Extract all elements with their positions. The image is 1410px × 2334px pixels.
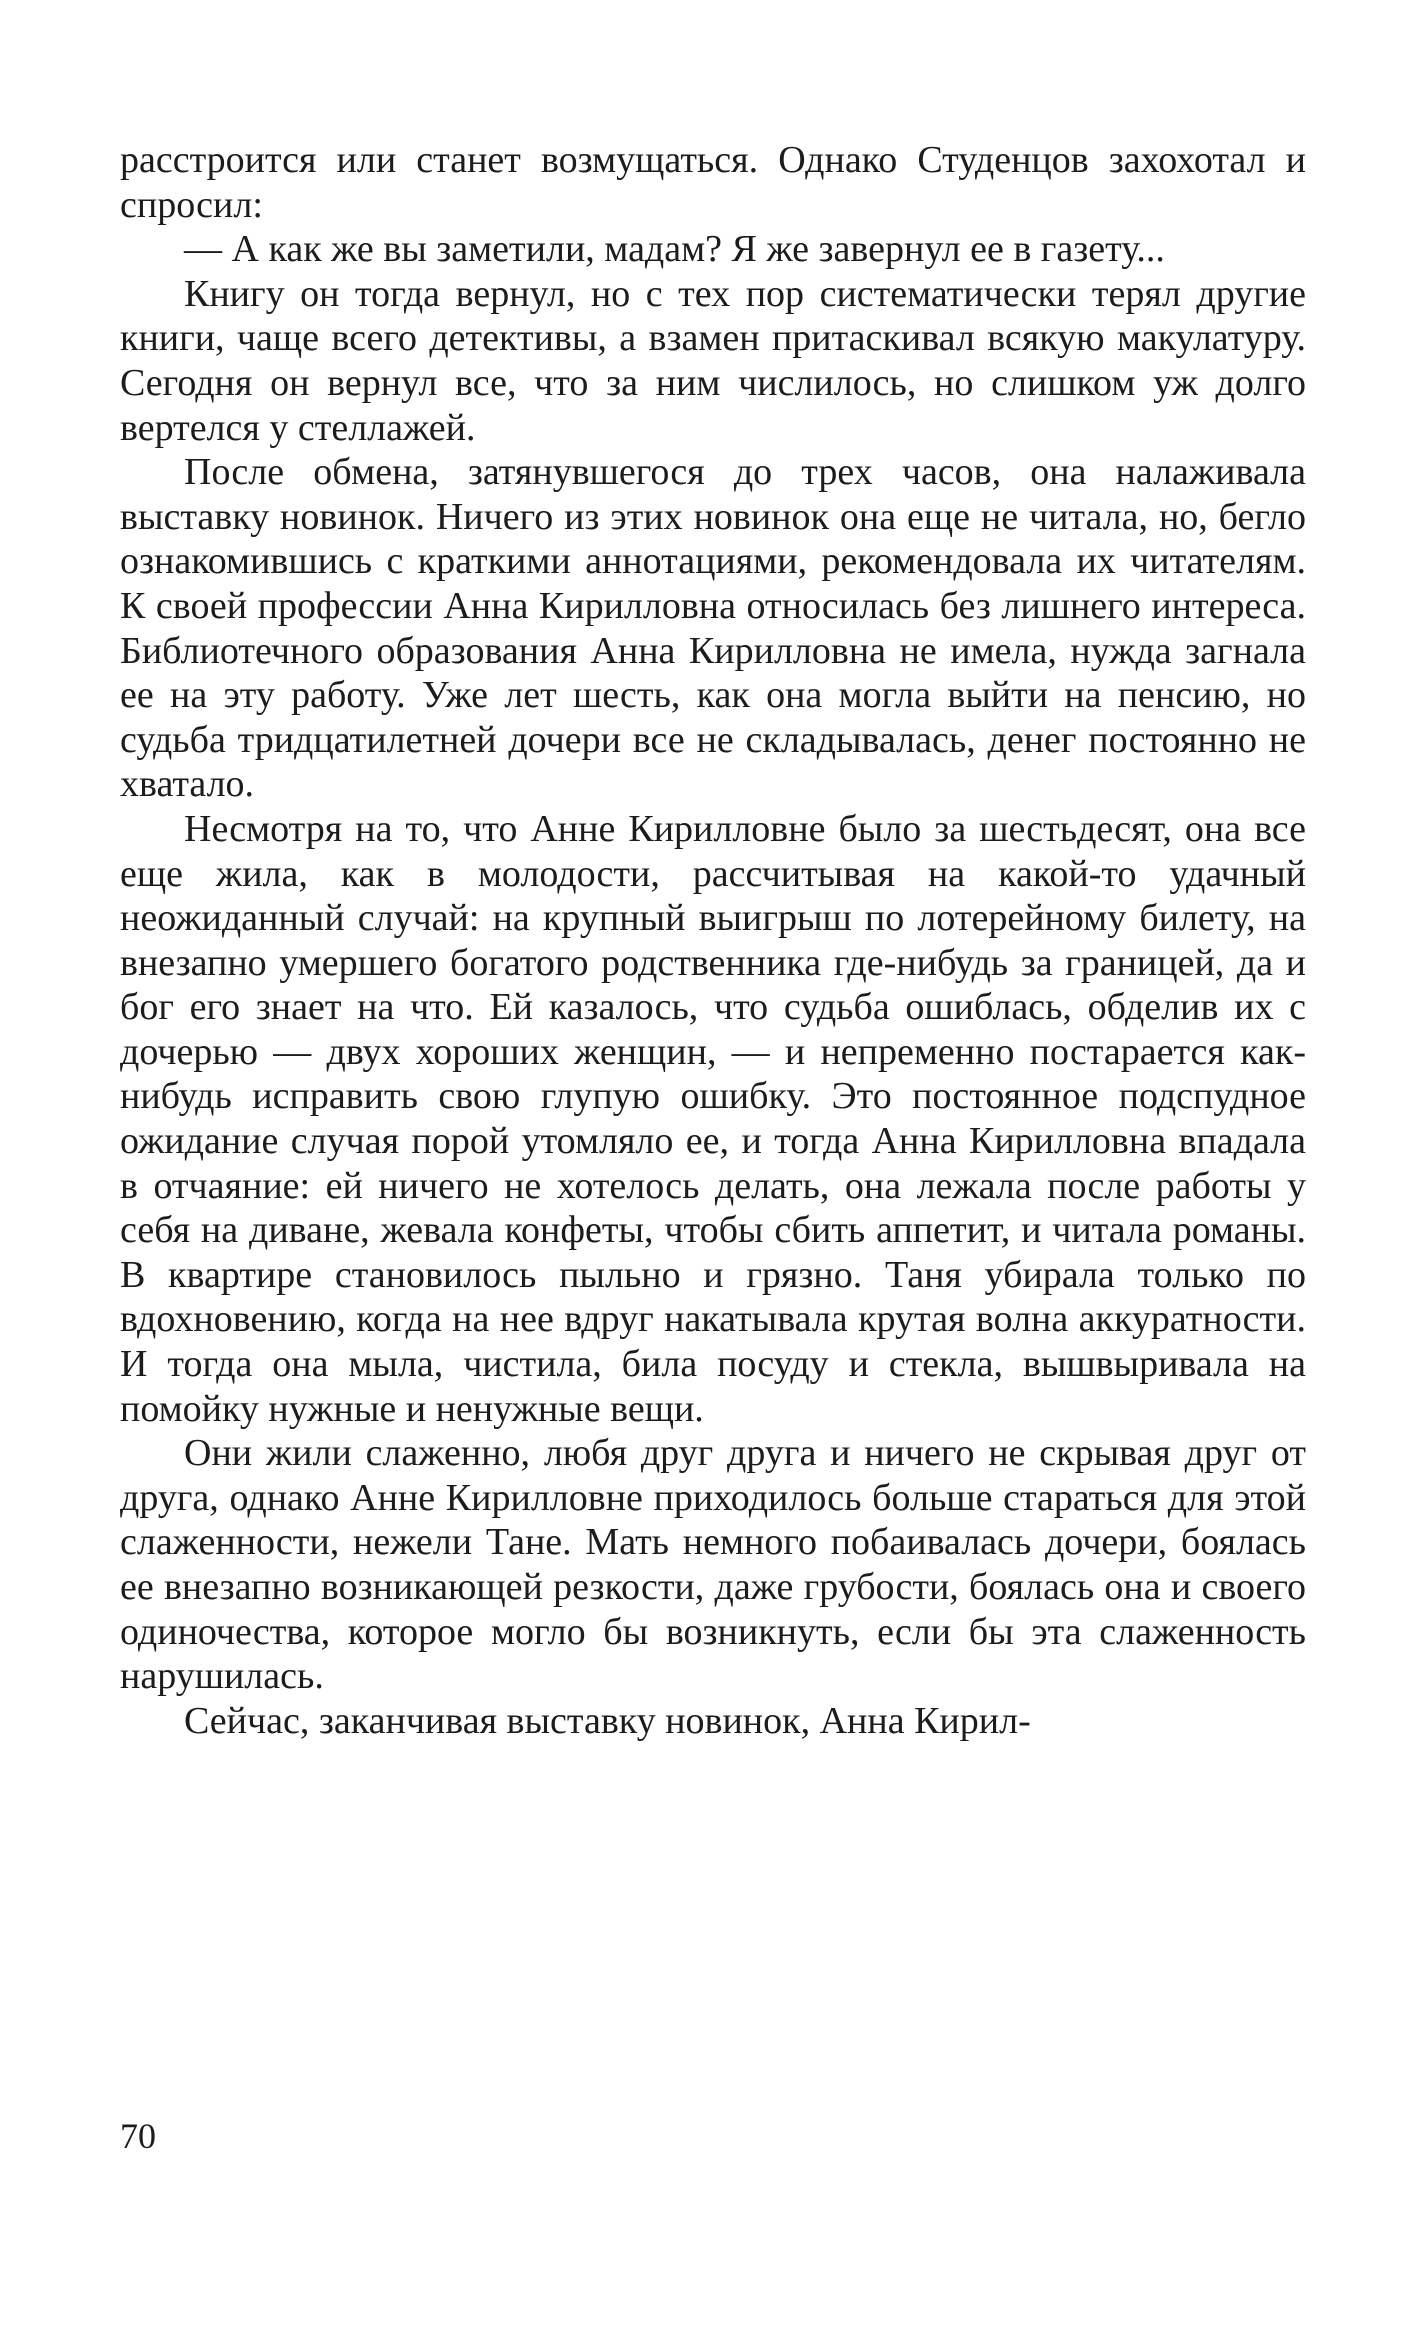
paragraph: Сейчас, заканчивая выставку новинок, Анна Кирил- — [184, 1699, 1031, 1742]
body-text — [120, 138, 1306, 1743]
paragraph: Они жили слаженно, любя друг друга и ничего не скрывая друг от друга, однако Анне Кирилловне приходилось больше стараться для этой слаженности, нежели Тане. Мать немного побаивалась дочери, боялась ее внезапно возникающей резкости, даже грубости, боялась она и своего одиночества, которое могло бы возникнуть, если бы эта слаженность нарушилась. — [120, 1432, 1306, 1698]
paragraph: Книгу он тогда вернул, но с тех пор систематически терял другие книги, чаще всего детективы, а взамен притаскивал всякую макулатуру. Сегодня он вернул все, что за ним числилось, но слишком уж долго вертелся у стеллажей. — [120, 272, 1306, 449]
paragraph: После обмена, затянувшегося до трех часов, она налаживала выставку новинок. Ничего из этих новинок она еще не читала, но, бегло ознакомившись с краткими аннотациями, рекомендовала их читателям. К своей профессии Анна Кирилловна относилась без лишнего интереса. Библиотечного образования Анна Кирилловна не имела, нужда загнала ее на эту работу. Уже лет шесть, как она могла выйти на пенсию, но судьба тридцатилетней дочери все не складывалась, денег постоянно не хватало. — [120, 451, 1306, 806]
paragraph: Несмотря на то, что Анне Кирилловне было за шестьдесят, она все еще жила, как в молодости, рассчитывая на какой-то удачный неожиданный случай: на крупный выигрыш по лотерейному билету, на внезапно умершего богатого родственника где-нибудь за границей, да и бог его знает на что. Ей казалось, что судьба ошиблась, обделив их с дочерью — двух хороших женщин, — и непременно постарается как-нибудь исправить свою глупую ошибку. Это постоянное подспудное ожидание случая порой утомляло ее, и тогда Анна Кирилловна впадала в отчаяние: ей ничего не хотелось делать, она лежала после работы у себя на диване, жевала конфеты, чтобы сбить аппетит, и читала романы. В квартире становилось пыльно и грязно. Таня убирала только по вдохновению, когда на нее вдруг накатывала крутая волна аккуратности. И тогда она мыла, чистила, била посуду и стекла, вышвыривала на помойку нужные и ненужные вещи. — [120, 807, 1306, 1430]
page-number: 70 — [120, 2116, 156, 2156]
paragraph: — А как же вы заметили, мадам? Я же завернул ее в газету... — [184, 228, 1165, 271]
paragraph: расстроится или станет возмущаться. Однако Студенцов захохотал и спросил: — [120, 139, 1306, 226]
